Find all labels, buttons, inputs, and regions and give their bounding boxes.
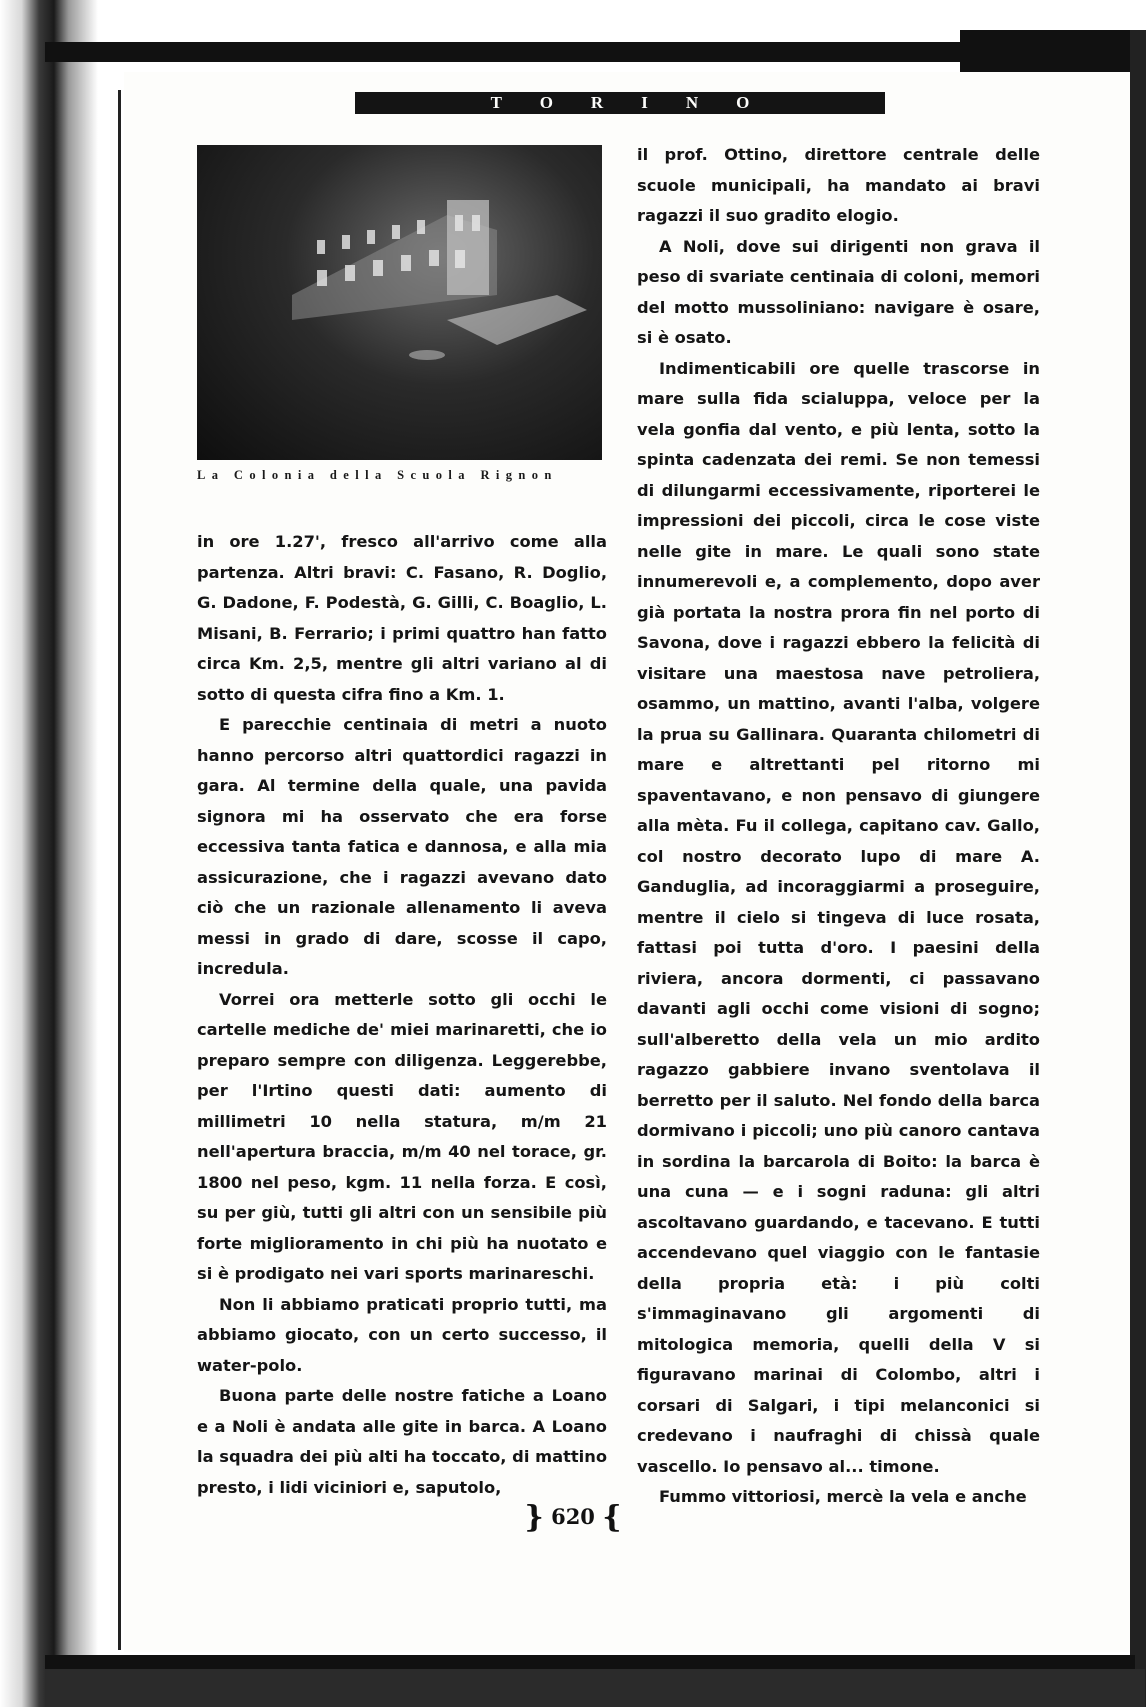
paragraph: Buona parte delle nostre fatiche a Loano e a Noli è andata alle gite in barca. A Loano la squadra dei più alti ha toccato, di mattino presto, i lidi viciniori e, saputolo,	[197, 1386, 607, 1497]
folio-right-brace-icon: {	[602, 1500, 622, 1535]
paragraph: Fummo vittoriosi, mercè la vela e anche	[659, 1487, 1027, 1506]
page-number: 620	[551, 1504, 595, 1529]
scan-bottom-shadow	[45, 1669, 1145, 1707]
scan-top-right-border	[960, 30, 1135, 72]
colony-photo	[197, 145, 602, 460]
water-reflection	[409, 350, 445, 360]
colony-building-photo	[197, 145, 602, 460]
photo-caption: La Colonia della Scuola Rignon	[197, 468, 558, 482]
paragraph: Non li abbiamo praticati proprio tutti, ma abbiamo giocato, con un certo successo, il water-polo.	[197, 1294, 607, 1375]
scan-right-border	[1130, 30, 1146, 1707]
paragraph: Vorrei ora metterle sotto gli occhi le cartelle mediche de' miei marinaretti, che io preparo sempre con diligenza. Leggerebbe, per l'Irtino questi dati: aumento di millimetri 10 nella statura, m/m 21 nell'apertura braccia, m/m 40 nel torace, gr. 1800 nel peso, kgm. 11 nella forza. E così, su per giù, tutti gli altri con un sensibile più forte miglioramento in chi più ha nuotato e si è prodigato nei vari sports marinareschi.	[197, 989, 607, 1283]
scan-left-edge-shadow	[0, 0, 98, 1707]
building-tower	[447, 200, 489, 295]
paragraph: in ore 1.27', fresco all'arrivo come alla partenza. Altri bravi: C. Fasano, R. Doglio, G. Dadone, F. Podestà, G. Gilli, C. Boaglio, L. Misani, B. Ferrario; i primi quattro han fatto circa Km. 2,5, mentre gli altri variano al di sotto di questa cifra fino a Km. 1.	[197, 532, 607, 704]
running-head-title: TORINO	[355, 92, 885, 114]
scan-bottom-border	[45, 1655, 1135, 1669]
page-left-rule	[118, 90, 121, 1650]
beach-highlight	[447, 295, 587, 345]
folio-left-brace-icon: }	[524, 1500, 544, 1535]
paragraph: Indimenticabili ore quelle trascorse in mare sulla fida scialuppa, veloce per la vela gonfia dal vento, e più lenta, sotto la spinta cadenzata dei remi. Se non temessi di dilungarmi eccessivamente, riporterei le impressioni dei piccoli, circa le cose viste nelle gite in mare. Le quali sono state innumerevoli e, a complemento, dopo aver già portata la nostra prora fin nel porto di Savona, dove i ragazzi ebbero la felicità di visitare una maestosa nave petroliera, osammo, un mattino, avanti l'alba, volgere la prua su Gallinara. Quaranta chilometri di mare e altrettanti pel ritorno mi spaventavano, e non pensavo di giungere alla mèta. Fu il collega, capitano cav. Gallo, col nostro decorato lupo di mare A. Ganduglia, ad incoraggiarmi a proseguire, mentre il cielo si tingeva di luce rosata, fattasi poi tutta d'oro. I paesini della riviera, ancora dormenti, ci passavano davanti agli occhi come visioni di sogno; sull'alberetto della vela un mio ardito ragazzo gabbiere invano sventolava il berretto per il saluto. Nel fondo della barca dormivano i piccoli; uno più canoro cantava in sordina la barcarola di Boito: la barca è una cuna — e i sogni raduna: gli altri ascoltavano guardando, e tacevano. E tutti accendevano quel viaggio con le fantasie della propria età: i più colti s'immaginavano gli argomenti di mitologica memoria, quelli della V si figuravano marinai di Colombo, altri i corsari di Salgari, i tipi melanconici si credevano i naufraghi di chissà quale vascello. Io pensavo al... timone.	[637, 358, 1040, 1476]
page-folio	[0, 1500, 1146, 1535]
paragraph: A Noli, dove sui dirigenti non grava il peso di svariate centinaia di coloni, memori del motto mussoliniano: navigare è osare, si è osato.	[637, 236, 1040, 347]
text-column-right	[637, 140, 1040, 1513]
paragraph: E parecchie centinaia di metri a nuoto hanno percorso altri quattordici ragazzi in gara. Al termine della quale, una pavida signora mi ha osservato che era forse eccessiva tanta fatica e dannosa, e alla mia assicurazione, che i ragazzi avevano dato ciò che un razionale allenamento li aveva messi in grado di dare, scosse il capo, incredula.	[197, 715, 607, 978]
paragraph: il prof. Ottino, direttore centrale delle scuole municipali, ha mandato ai bravi ragazzi il suo gradito elogio.	[637, 145, 1040, 225]
text-column-left	[197, 527, 607, 1503]
